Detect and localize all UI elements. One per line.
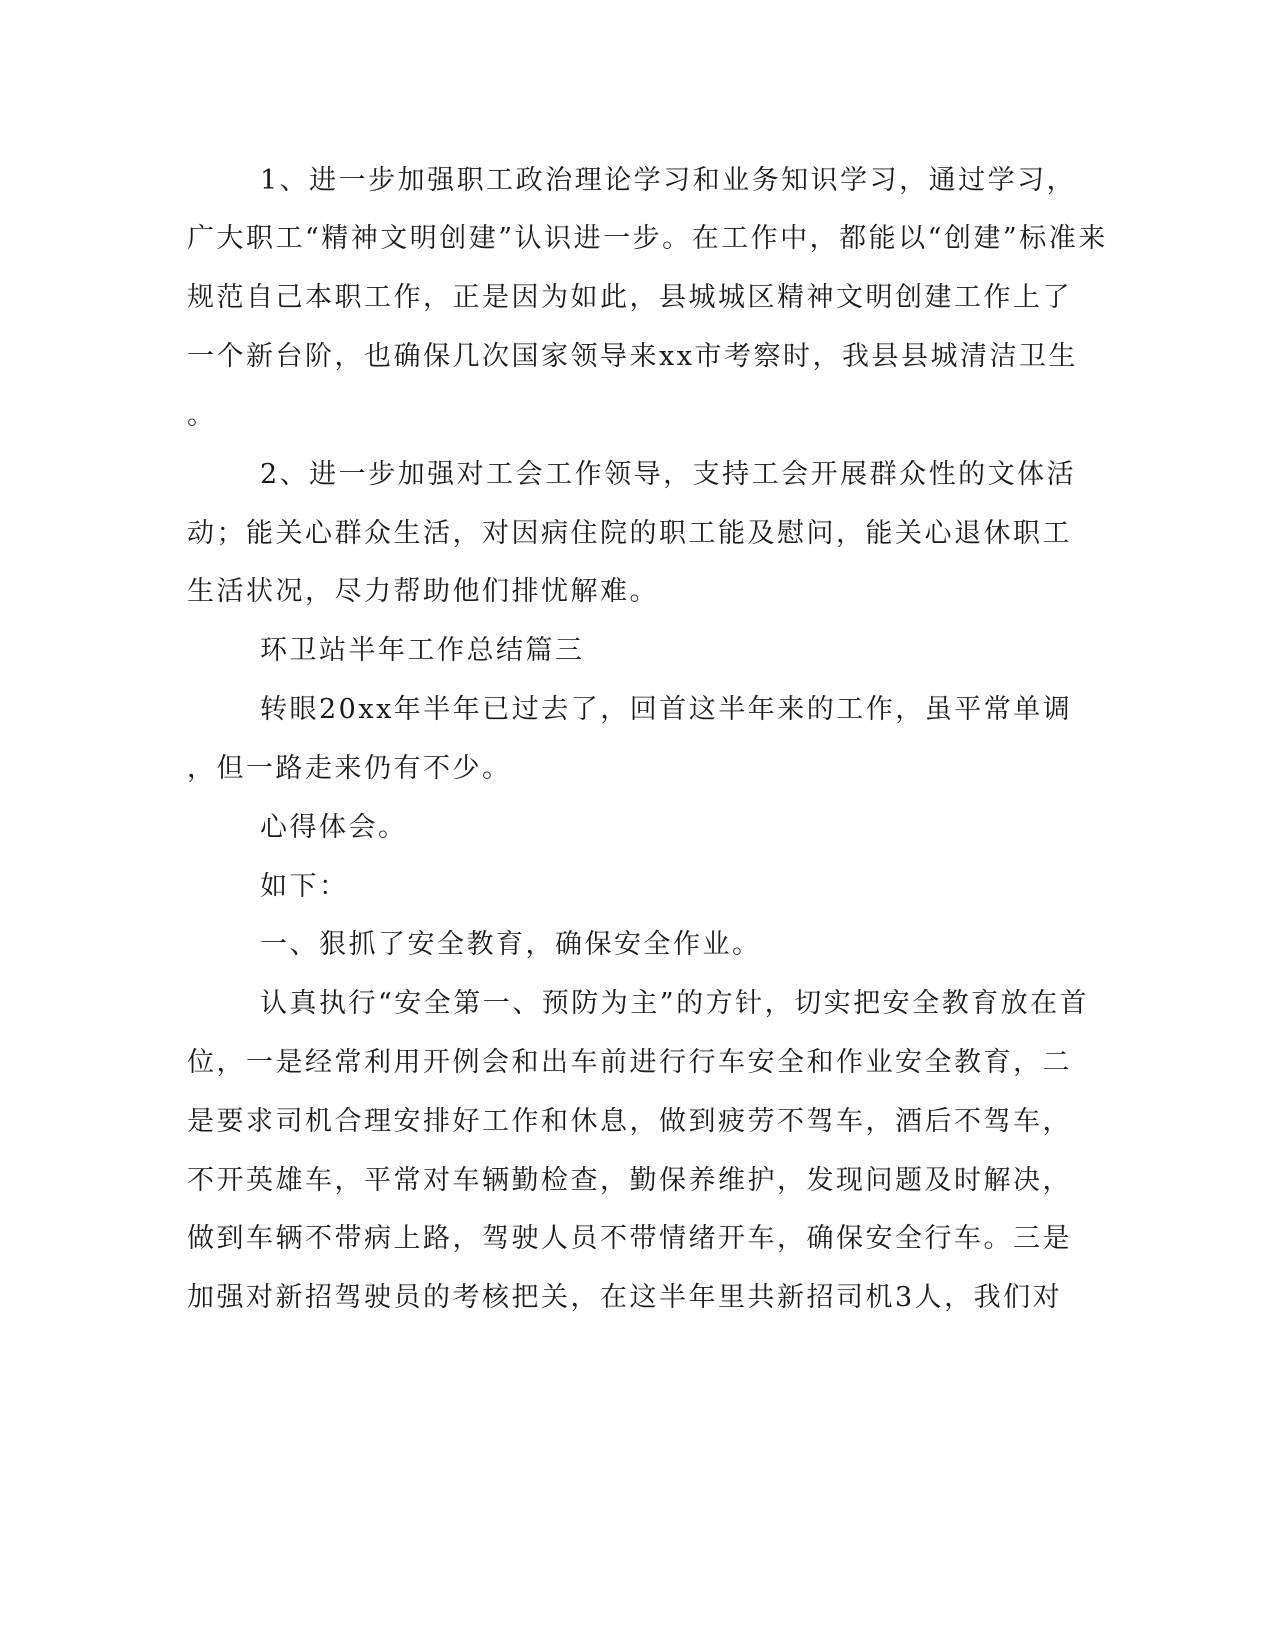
- paragraph-1-line-1: 1、进一步加强职工政治理论学习和业务知识学习，通过学习，: [260, 165, 1077, 196]
- paragraph-6-line-1: 认真执行“安全第一、预防为主”的方针，切实把安全教育放在首: [260, 988, 1090, 1019]
- paragraph-6-line-5: 做到车辆不带病上路，驾驶人员不带情绪开车，确保安全行车。三是: [187, 1223, 1072, 1254]
- paragraph-3-line-1: 转眼20xx年半年已过去了，回首这半年来的工作，虽平常单调: [260, 694, 1073, 725]
- paragraph-2-line-3: 生活状况，尽力帮助他们排忧解难。: [187, 576, 659, 607]
- paragraph-6-line-2: 位，一是经常利用开例会和出车前进行行车安全和作业安全教育，二: [187, 1047, 1072, 1078]
- paragraph-1-line-5: 。: [187, 400, 217, 431]
- paragraph-1-line-3: 规范自己本职工作，正是因为如此，县城城区精神文明创建工作上了: [187, 282, 1072, 313]
- paragraph-1-line-4: 一个新台阶，也确保几次国家领导来xx市考察时，我县县城清洁卫生: [187, 341, 1078, 372]
- paragraph-6-line-4: 不开英雄车，平常对车辆勤检查，勤保养维护，发现问题及时解决，: [187, 1165, 1072, 1196]
- paragraph-6-line-6: 加强对新招驾驶员的考核把关，在这半年里共新招司机3人，我们对: [187, 1282, 1063, 1313]
- paragraph-4: 心得体会。: [260, 812, 408, 843]
- paragraph-5: 如下：: [260, 871, 349, 902]
- paragraph-2-line-2: 动；能关心群众生活，对因病住院的职工能及慰问，能关心退休职工: [187, 518, 1072, 549]
- paragraph-2-line-1: 2、进一步加强对工会工作领导，支持工会开展群众性的文体活: [260, 459, 1077, 490]
- paragraph-3-line-2: ，但一路走来仍有不少。: [187, 753, 512, 784]
- subheading-1: 一、狠抓了安全教育，确保安全作业。: [260, 929, 762, 960]
- paragraph-6-line-3: 是要求司机合理安排好工作和休息，做到疲劳不驾车，酒后不驾车，: [187, 1106, 1072, 1137]
- paragraph-1-line-2: 广大职工“精神文明创建”认识进一步。在工作中，都能以“创建”标准来: [187, 223, 1108, 254]
- section-heading: 环卫站半年工作总结篇三: [260, 635, 585, 666]
